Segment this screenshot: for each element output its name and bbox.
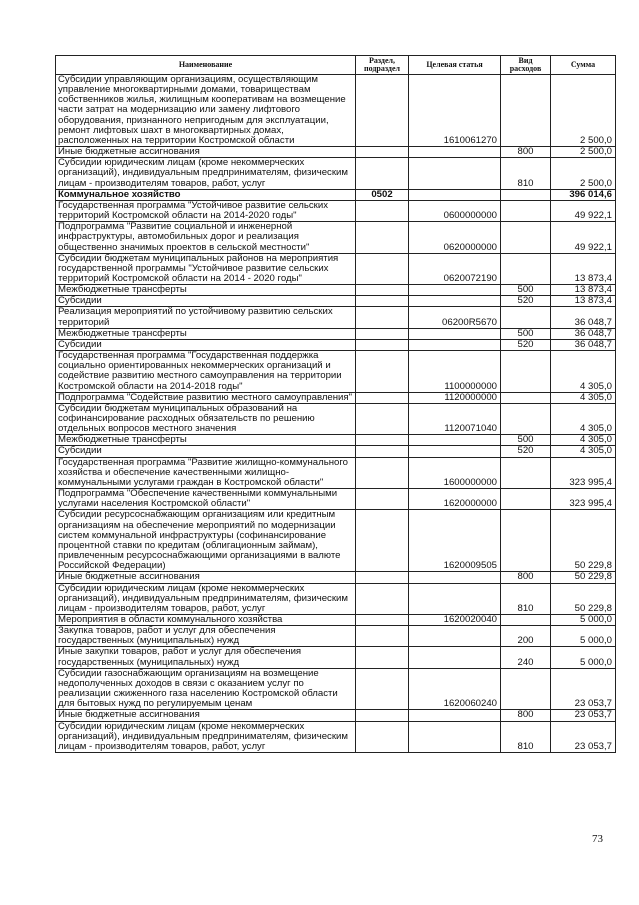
table-row	[56, 583, 616, 614]
cell-expense-type: 500	[501, 285, 551, 296]
cell-name: Иные бюджетные ассигнования	[56, 710, 356, 721]
table-row	[56, 328, 616, 339]
cell-target-article: 1620060240	[409, 668, 501, 710]
cell-expense-type	[501, 510, 551, 572]
cell-razdel	[356, 158, 409, 189]
table-row	[56, 446, 616, 457]
cell-sum: 4 305,0	[551, 392, 616, 403]
cell-target-article: 1100000000	[409, 351, 501, 393]
cell-razdel	[356, 296, 409, 307]
cell-expense-type: 800	[501, 710, 551, 721]
cell-target-article: 0620072190	[409, 253, 501, 284]
cell-name: Иные закупки товаров, работ и услуг для обеспечения государственных (муниципальных) нужд	[56, 647, 356, 668]
cell-expense-type	[501, 351, 551, 393]
cell-expense-type	[501, 253, 551, 284]
table-row	[56, 510, 616, 572]
cell-razdel	[356, 328, 409, 339]
cell-target-article: 1620020040	[409, 614, 501, 625]
cell-sum: 36 048,7	[551, 339, 616, 350]
cell-name: Субсидии ресурсоснабжающим организациям или кредитным организациям на обеспечение мероприятий по модернизации систем коммунальной инфраструктуры (софинансирование процентной ставки по кредитам (облигационным займам), привлеченным ресурсоснабжающими организациями в валюте Российской Федерации)	[56, 510, 356, 572]
cell-target-article: 1120000000	[409, 392, 501, 403]
cell-razdel	[356, 489, 409, 510]
cell-expense-type	[501, 307, 551, 328]
cell-name: Коммунальное хозяйство	[56, 189, 356, 200]
cell-razdel	[356, 75, 409, 147]
cell-sum: 5 000,0	[551, 647, 616, 668]
header-name: Наименование	[56, 56, 356, 75]
table-row	[56, 351, 616, 393]
cell-target-article: 1620000000	[409, 489, 501, 510]
cell-expense-type	[501, 75, 551, 147]
table-row	[56, 147, 616, 158]
cell-target-article	[409, 710, 501, 721]
cell-razdel	[356, 572, 409, 583]
cell-name: Подпрограмма "Обеспечение качественными коммунальными услугами населения Костромской области"	[56, 489, 356, 510]
cell-expense-type	[501, 668, 551, 710]
cell-target-article	[409, 296, 501, 307]
table-row	[56, 614, 616, 625]
cell-sum: 4 305,0	[551, 446, 616, 457]
cell-sum: 323 995,4	[551, 457, 616, 488]
table-row	[56, 307, 616, 328]
cell-expense-type	[501, 222, 551, 253]
cell-razdel	[356, 307, 409, 328]
cell-razdel	[356, 147, 409, 158]
cell-target-article: 1600000000	[409, 457, 501, 488]
cell-name: Мероприятия в области коммунального хозяйства	[56, 614, 356, 625]
cell-expense-type: 500	[501, 328, 551, 339]
cell-expense-type	[501, 200, 551, 221]
cell-razdel	[356, 392, 409, 403]
table-row	[56, 710, 616, 721]
table-row	[56, 75, 616, 147]
cell-target-article	[409, 572, 501, 583]
cell-name: Иные бюджетные ассигнования	[56, 572, 356, 583]
header-vid: Вид расходов	[501, 56, 551, 75]
cell-name: Субсидии управляющим организациям, осуществляющим управление многоквартирными домами, товариществам собственников жилья, жилищным кооперативам на возмещение части затрат на модернизацию или замену лифтового оборудования, признанного непригодным для эксплуатации, ремонт лифтовых шахт в многоквартирных домах, расположенных на территории Костромской области	[56, 75, 356, 147]
table-body	[56, 75, 616, 753]
cell-sum: 4 305,0	[551, 403, 616, 434]
table-row	[56, 647, 616, 668]
cell-sum: 23 053,7	[551, 668, 616, 710]
cell-expense-type: 800	[501, 147, 551, 158]
cell-name: Субсидии бюджетам муниципальных образований на софинансирование расходных обязательств по решению отдельных вопросов местного значения	[56, 403, 356, 434]
cell-target-article: 1120071040	[409, 403, 501, 434]
cell-expense-type	[501, 614, 551, 625]
cell-name: Межбюджетные трансферты	[56, 328, 356, 339]
cell-name: Субсидии бюджетам муниципальных районов на мероприятия государственной программы "Устойчивое развитие сельских территорий Костромской области на 2014 - 2020 годы"	[56, 253, 356, 284]
cell-target-article: 0620000000	[409, 222, 501, 253]
table-row	[56, 489, 616, 510]
cell-name: Субсидии	[56, 296, 356, 307]
table-header-row	[56, 56, 616, 75]
cell-target-article	[409, 158, 501, 189]
cell-sum: 2 500,0	[551, 158, 616, 189]
cell-sum: 2 500,0	[551, 147, 616, 158]
cell-target-article	[409, 446, 501, 457]
cell-expense-type: 810	[501, 721, 551, 752]
cell-sum: 50 229,8	[551, 510, 616, 572]
cell-name: Подпрограмма "Содействие развитию местного самоуправления"	[56, 392, 356, 403]
cell-name: Субсидии газоснабжающим организациям на возмещение недополученных доходов в связи с оказанием услуг по реализации сжиженного газа населению Костромской области для бытовых нужд по регулируемым ценам	[56, 668, 356, 710]
cell-target-article	[409, 147, 501, 158]
cell-expense-type	[501, 403, 551, 434]
cell-sum: 36 048,7	[551, 328, 616, 339]
cell-razdel	[356, 446, 409, 457]
cell-razdel	[356, 339, 409, 350]
cell-sum: 2 500,0	[551, 75, 616, 147]
cell-name: Реализация мероприятий по устойчивому развитию сельских территорий	[56, 307, 356, 328]
cell-sum: 23 053,7	[551, 710, 616, 721]
cell-sum: 4 305,0	[551, 351, 616, 393]
budget-table	[55, 55, 616, 753]
cell-sum: 13 873,4	[551, 253, 616, 284]
cell-expense-type	[501, 457, 551, 488]
cell-razdel	[356, 668, 409, 710]
cell-razdel	[356, 285, 409, 296]
cell-razdel	[356, 351, 409, 393]
cell-name: Государственная программа "Устойчивое развитие сельских территорий Костромской области на 2014-2020 годы"	[56, 200, 356, 221]
cell-name: Субсидии	[56, 339, 356, 350]
table-row	[56, 189, 616, 200]
cell-expense-type: 810	[501, 158, 551, 189]
cell-expense-type: 520	[501, 446, 551, 457]
cell-name: Иные бюджетные ассигнования	[56, 147, 356, 158]
cell-expense-type	[501, 392, 551, 403]
header-csr: Целевая статья	[409, 56, 501, 75]
cell-target-article: 0600000000	[409, 200, 501, 221]
table-row	[56, 222, 616, 253]
table-row	[56, 721, 616, 752]
cell-sum: 23 053,7	[551, 721, 616, 752]
cell-sum: 49 922,1	[551, 222, 616, 253]
cell-target-article	[409, 583, 501, 614]
table-row	[56, 572, 616, 583]
table-row	[56, 626, 616, 647]
cell-name: Субсидии юридическим лицам (кроме некоммерческих организаций), индивидуальным предпринимателям, физическим лицам - производителям товаров, работ, услуг	[56, 158, 356, 189]
cell-razdel	[356, 626, 409, 647]
cell-target-article	[409, 339, 501, 350]
cell-target-article	[409, 285, 501, 296]
cell-name: Субсидии	[56, 446, 356, 457]
cell-sum: 5 000,0	[551, 626, 616, 647]
cell-target-article: 06200R5670	[409, 307, 501, 328]
cell-expense-type: 800	[501, 572, 551, 583]
cell-sum: 323 995,4	[551, 489, 616, 510]
cell-expense-type: 810	[501, 583, 551, 614]
cell-razdel	[356, 200, 409, 221]
table-row	[56, 403, 616, 434]
cell-razdel	[356, 403, 409, 434]
cell-name: Субсидии юридическим лицам (кроме некоммерческих организаций), индивидуальным предпринимателям, физическим лицам - производителям товаров, работ, услуг	[56, 583, 356, 614]
cell-razdel	[356, 721, 409, 752]
cell-expense-type: 520	[501, 296, 551, 307]
cell-expense-type: 200	[501, 626, 551, 647]
table-row	[56, 668, 616, 710]
header-razdel: Раздел, подраздел	[356, 56, 409, 75]
cell-target-article: 1620009505	[409, 510, 501, 572]
cell-target-article	[409, 189, 501, 200]
cell-razdel	[356, 457, 409, 488]
cell-target-article	[409, 328, 501, 339]
cell-expense-type: 240	[501, 647, 551, 668]
header-sum: Сумма	[551, 56, 616, 75]
cell-target-article	[409, 647, 501, 668]
cell-expense-type	[501, 189, 551, 200]
cell-expense-type: 500	[501, 435, 551, 446]
cell-sum: 49 922,1	[551, 200, 616, 221]
cell-name: Подпрограмма "Развитие социальной и инженерной инфраструктуры, автомобильных дорог и реализация общественно значимых проектов в сельской местности"	[56, 222, 356, 253]
cell-sum: 396 014,6	[551, 189, 616, 200]
cell-expense-type: 520	[501, 339, 551, 350]
cell-razdel	[356, 710, 409, 721]
cell-sum: 50 229,8	[551, 572, 616, 583]
cell-name: Субсидии юридическим лицам (кроме некоммерческих организаций), индивидуальным предпринимателям, физическим лицам - производителям товаров, работ, услуг	[56, 721, 356, 752]
table-row	[56, 392, 616, 403]
table-row	[56, 296, 616, 307]
table-row	[56, 253, 616, 284]
cell-razdel	[356, 222, 409, 253]
cell-razdel	[356, 647, 409, 668]
cell-target-article	[409, 721, 501, 752]
cell-sum: 13 873,4	[551, 296, 616, 307]
cell-name: Межбюджетные трансферты	[56, 285, 356, 296]
cell-expense-type	[501, 489, 551, 510]
cell-sum: 36 048,7	[551, 307, 616, 328]
cell-target-article: 1610061270	[409, 75, 501, 147]
cell-razdel	[356, 253, 409, 284]
table-row	[56, 158, 616, 189]
cell-razdel	[356, 435, 409, 446]
cell-name: Государственная программа "Государственная поддержка социально ориентированных некоммерческих организаций и содействие развитию местного самоуправления на территории Костромской области на 2014-2018 годы"	[56, 351, 356, 393]
cell-sum: 50 229,8	[551, 583, 616, 614]
table-row	[56, 339, 616, 350]
table-row	[56, 285, 616, 296]
cell-razdel: 0502	[356, 189, 409, 200]
cell-sum: 13 873,4	[551, 285, 616, 296]
table-row	[56, 200, 616, 221]
cell-target-article	[409, 435, 501, 446]
table-row	[56, 457, 616, 488]
cell-sum: 5 000,0	[551, 614, 616, 625]
cell-razdel	[356, 614, 409, 625]
cell-razdel	[356, 510, 409, 572]
cell-razdel	[356, 583, 409, 614]
cell-target-article	[409, 626, 501, 647]
page-number: 73	[592, 833, 603, 845]
cell-name: Межбюджетные трансферты	[56, 435, 356, 446]
table-row	[56, 435, 616, 446]
cell-name: Закупка товаров, работ и услуг для обеспечения государственных (муниципальных) нужд	[56, 626, 356, 647]
cell-name: Государственная программа "Развитие жилищно-коммунального хозяйства и обеспечение качественными жилищно-коммунальными услугами граждан в Костромской области"	[56, 457, 356, 488]
cell-sum: 4 305,0	[551, 435, 616, 446]
